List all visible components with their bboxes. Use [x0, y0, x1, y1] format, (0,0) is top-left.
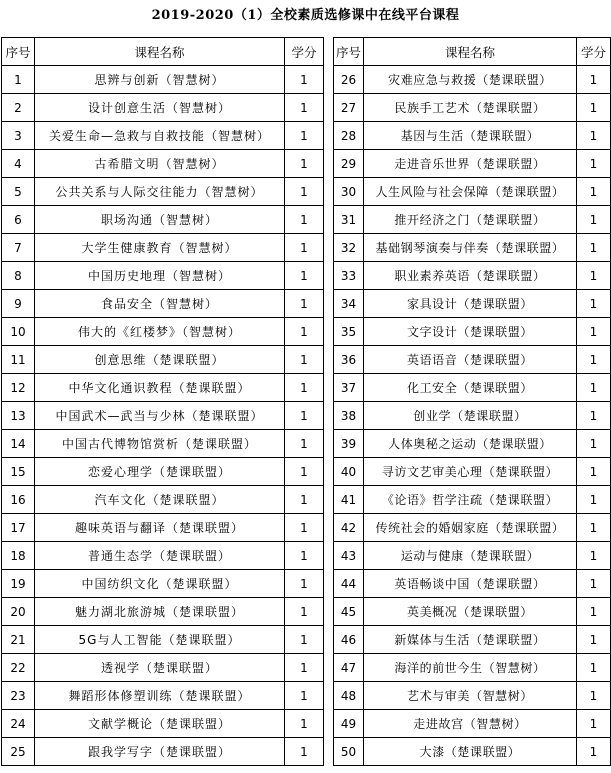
course-name: 英美概况（楚课联盟） — [364, 598, 577, 626]
course-name: 中国古代博物馆赏析（楚课联盟） — [35, 430, 285, 458]
header-index: 序号 — [334, 38, 364, 66]
course-table-left — [1, 37, 324, 766]
course-name: 运动与健康（楚课联盟） — [364, 542, 577, 570]
table-row — [2, 514, 324, 542]
course-credit: 1 — [577, 458, 611, 486]
course-name: 大学生健康教育（智慧树） — [35, 234, 285, 262]
course-index: 6 — [2, 206, 35, 234]
course-name: 职业素养英语（楚课联盟） — [364, 262, 577, 290]
course-name: 食品安全（智慧树） — [35, 290, 285, 318]
table-row — [2, 682, 324, 710]
course-index: 40 — [334, 458, 364, 486]
table-row — [334, 234, 611, 262]
course-index: 21 — [2, 626, 35, 654]
course-credit: 1 — [577, 94, 611, 122]
header-index: 序号 — [2, 38, 35, 66]
course-name: 汽车文化（楚课联盟） — [35, 486, 285, 514]
course-name: 恋爱心理学（楚课联盟） — [35, 458, 285, 486]
course-name: 基因与生活（楚课联盟） — [364, 122, 577, 150]
course-name: 英语语音（楚课联盟） — [364, 346, 577, 374]
course-index: 32 — [334, 234, 364, 262]
table-row — [2, 710, 324, 738]
course-index: 10 — [2, 318, 35, 346]
course-index: 44 — [334, 570, 364, 598]
course-index: 35 — [334, 318, 364, 346]
course-name: 走进故宫（智慧树） — [364, 710, 577, 738]
table-row — [334, 430, 611, 458]
course-credit: 1 — [577, 682, 611, 710]
table-row — [334, 486, 611, 514]
course-credit: 1 — [577, 542, 611, 570]
course-credit: 1 — [285, 430, 324, 458]
course-name: 关爱生命—急救与自救技能（智慧树） — [35, 122, 285, 150]
course-credit: 1 — [285, 374, 324, 402]
table-row — [334, 94, 611, 122]
course-credit: 1 — [285, 290, 324, 318]
course-index: 16 — [2, 486, 35, 514]
table-row — [2, 290, 324, 318]
table-row — [334, 346, 611, 374]
table-row — [2, 150, 324, 178]
course-credit: 1 — [285, 626, 324, 654]
course-name: 公共关系与人际交往能力（智慧树） — [35, 178, 285, 206]
course-credit: 1 — [285, 206, 324, 234]
course-name: 推开经济之门（楚课联盟） — [364, 206, 577, 234]
course-name: 中国武术—武当与少林（楚课联盟） — [35, 402, 285, 430]
course-index: 41 — [334, 486, 364, 514]
course-index: 5 — [2, 178, 35, 206]
table-row — [2, 374, 324, 402]
course-credit: 1 — [577, 178, 611, 206]
course-table-right — [333, 37, 611, 766]
table-row — [334, 514, 611, 542]
table-row — [334, 262, 611, 290]
course-index: 50 — [334, 738, 364, 766]
course-index: 42 — [334, 514, 364, 542]
course-credit: 1 — [285, 598, 324, 626]
course-index: 24 — [2, 710, 35, 738]
table-row — [2, 318, 324, 346]
course-index: 34 — [334, 290, 364, 318]
course-name: 5G与人工智能（楚课联盟） — [35, 626, 285, 654]
course-credit: 1 — [285, 94, 324, 122]
course-name: 走进音乐世界（楚课联盟） — [364, 150, 577, 178]
course-name: 人体奥秘之运动（楚课联盟） — [364, 430, 577, 458]
course-name: 创业学（楚课联盟） — [364, 402, 577, 430]
course-index: 2 — [2, 94, 35, 122]
course-index: 46 — [334, 626, 364, 654]
course-index: 48 — [334, 682, 364, 710]
course-index: 37 — [334, 374, 364, 402]
course-name: 基础钢琴演奏与伴奏（楚课联盟） — [364, 234, 577, 262]
course-credit: 1 — [577, 122, 611, 150]
course-index: 30 — [334, 178, 364, 206]
course-name: 文献学概论（楚课联盟） — [35, 710, 285, 738]
course-index: 25 — [2, 738, 35, 766]
table-row — [334, 206, 611, 234]
header-course-name: 课程名称 — [364, 38, 577, 66]
course-name: 中国历史地理（智慧树） — [35, 262, 285, 290]
course-credit: 1 — [577, 66, 611, 94]
course-name: 《论语》哲学注疏（楚课联盟） — [364, 486, 577, 514]
course-index: 27 — [334, 94, 364, 122]
course-name: 跟我学写字（楚课联盟） — [35, 738, 285, 766]
course-name: 思辨与创新（智慧树） — [35, 66, 285, 94]
course-name: 趣味英语与翻译（楚课联盟） — [35, 514, 285, 542]
table-row — [2, 206, 324, 234]
course-index: 36 — [334, 346, 364, 374]
course-index: 8 — [2, 262, 35, 290]
table-row — [2, 738, 324, 766]
course-credit: 1 — [577, 626, 611, 654]
table-row — [334, 150, 611, 178]
course-name: 舞蹈形体修塑训练（楚课联盟） — [35, 682, 285, 710]
course-index: 1 — [2, 66, 35, 94]
course-index: 38 — [334, 402, 364, 430]
table-row — [334, 290, 611, 318]
table-row — [2, 94, 324, 122]
course-name: 创意思维（楚课联盟） — [35, 346, 285, 374]
table-row — [334, 598, 611, 626]
course-index: 43 — [334, 542, 364, 570]
course-index: 7 — [2, 234, 35, 262]
table-row — [2, 598, 324, 626]
course-credit: 1 — [577, 710, 611, 738]
course-credit: 1 — [577, 514, 611, 542]
course-index: 19 — [2, 570, 35, 598]
table-row — [2, 626, 324, 654]
course-credit: 1 — [577, 290, 611, 318]
course-name: 文字设计（楚课联盟） — [364, 318, 577, 346]
course-index: 29 — [334, 150, 364, 178]
course-credit: 1 — [577, 318, 611, 346]
course-credit: 1 — [285, 738, 324, 766]
course-name: 海洋的前世今生（智慧树） — [364, 654, 577, 682]
course-name: 中华文化通识教程（楚课联盟） — [35, 374, 285, 402]
table-row — [2, 542, 324, 570]
course-name: 新媒体与生活（楚课联盟） — [364, 626, 577, 654]
course-credit: 1 — [285, 486, 324, 514]
table-row — [2, 262, 324, 290]
table-row — [334, 626, 611, 654]
course-credit: 1 — [577, 570, 611, 598]
course-credit: 1 — [285, 458, 324, 486]
course-credit: 1 — [285, 262, 324, 290]
table-header-row — [2, 38, 324, 66]
table-header-row — [334, 38, 611, 66]
table-row — [2, 234, 324, 262]
course-index: 33 — [334, 262, 364, 290]
course-name: 民族手工艺术（楚课联盟） — [364, 94, 577, 122]
course-credit: 1 — [577, 598, 611, 626]
table-row — [334, 542, 611, 570]
course-credit: 1 — [285, 542, 324, 570]
course-credit: 1 — [285, 178, 324, 206]
header-credit: 学分 — [285, 38, 324, 66]
table-row — [334, 318, 611, 346]
course-name: 大漆（楚课联盟） — [364, 738, 577, 766]
course-index: 3 — [2, 122, 35, 150]
table-row — [2, 66, 324, 94]
course-credit: 1 — [577, 262, 611, 290]
table-row — [2, 570, 324, 598]
table-row — [334, 710, 611, 738]
table-row — [2, 654, 324, 682]
table-row — [2, 178, 324, 206]
course-index: 17 — [2, 514, 35, 542]
course-index: 26 — [334, 66, 364, 94]
course-index: 49 — [334, 710, 364, 738]
course-name: 伟大的《红楼梦》（智慧树） — [35, 318, 285, 346]
course-name: 灾难应急与救援（楚课联盟） — [364, 66, 577, 94]
course-credit: 1 — [577, 738, 611, 766]
course-index: 12 — [2, 374, 35, 402]
course-name: 艺术与审美（智慧树） — [364, 682, 577, 710]
course-credit: 1 — [577, 486, 611, 514]
course-credit: 1 — [285, 234, 324, 262]
course-name: 化工安全（楚课联盟） — [364, 374, 577, 402]
table-row — [334, 178, 611, 206]
course-credit: 1 — [577, 374, 611, 402]
course-credit: 1 — [577, 402, 611, 430]
course-name: 家具设计（楚课联盟） — [364, 290, 577, 318]
course-name: 透视学（楚课联盟） — [35, 654, 285, 682]
course-index: 9 — [2, 290, 35, 318]
course-credit: 1 — [577, 430, 611, 458]
course-index: 45 — [334, 598, 364, 626]
table-row — [334, 682, 611, 710]
course-credit: 1 — [285, 318, 324, 346]
document-title: 2019-2020（1）全校素质选修课中在线平台课程 — [151, 8, 460, 23]
table-row — [2, 430, 324, 458]
course-index: 39 — [334, 430, 364, 458]
course-credit: 1 — [285, 514, 324, 542]
table-row — [334, 458, 611, 486]
course-name: 英语畅谈中国（楚课联盟） — [364, 570, 577, 598]
course-name: 普通生态学（楚课联盟） — [35, 542, 285, 570]
course-name: 职场沟通（智慧树） — [35, 206, 285, 234]
course-credit: 1 — [285, 66, 324, 94]
header-course-name: 课程名称 — [35, 38, 285, 66]
course-credit: 1 — [577, 234, 611, 262]
course-name: 中国纺织文化（楚课联盟） — [35, 570, 285, 598]
course-index: 31 — [334, 206, 364, 234]
table-row — [334, 66, 611, 94]
course-index: 4 — [2, 150, 35, 178]
course-credit: 1 — [285, 570, 324, 598]
course-name: 古希腊文明（智慧树） — [35, 150, 285, 178]
course-credit: 1 — [285, 122, 324, 150]
course-index: 15 — [2, 458, 35, 486]
course-index: 28 — [334, 122, 364, 150]
course-name: 寻访文艺审美心理（楚课联盟） — [364, 458, 577, 486]
course-index: 22 — [2, 654, 35, 682]
course-credit: 1 — [577, 206, 611, 234]
header-credit: 学分 — [577, 38, 611, 66]
course-credit: 1 — [285, 682, 324, 710]
course-name: 设计创意生活（智慧树） — [35, 94, 285, 122]
table-row — [2, 346, 324, 374]
course-credit: 1 — [577, 150, 611, 178]
table-row — [334, 122, 611, 150]
course-credit: 1 — [285, 710, 324, 738]
course-index: 23 — [2, 682, 35, 710]
course-index: 47 — [334, 654, 364, 682]
course-name: 人生风险与社会保障（楚课联盟） — [364, 178, 577, 206]
course-index: 14 — [2, 430, 35, 458]
course-index: 11 — [2, 346, 35, 374]
table-row — [334, 374, 611, 402]
table-row — [2, 486, 324, 514]
table-row — [2, 458, 324, 486]
table-row — [334, 570, 611, 598]
table-row — [2, 122, 324, 150]
course-index: 20 — [2, 598, 35, 626]
course-credit: 1 — [285, 150, 324, 178]
table-row — [334, 738, 611, 766]
course-name: 魅力湖北旅游城（楚课联盟） — [35, 598, 285, 626]
table-row — [334, 654, 611, 682]
course-credit: 1 — [285, 346, 324, 374]
course-credit: 1 — [285, 402, 324, 430]
course-credit: 1 — [577, 654, 611, 682]
course-credit: 1 — [577, 346, 611, 374]
course-index: 13 — [2, 402, 35, 430]
table-row — [334, 402, 611, 430]
course-credit: 1 — [285, 654, 324, 682]
table-row — [2, 402, 324, 430]
course-index: 18 — [2, 542, 35, 570]
course-name: 传统社会的婚姻家庭（楚课联盟） — [364, 514, 577, 542]
